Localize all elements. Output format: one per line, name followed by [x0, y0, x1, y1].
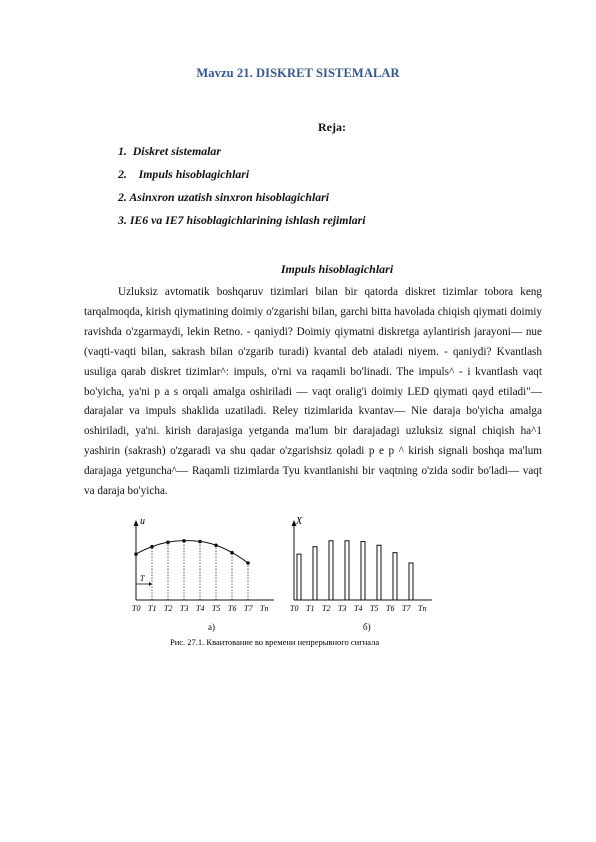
pulse-bar — [345, 541, 349, 600]
left-tick-label: T1 — [148, 604, 157, 613]
right-tick-label: T1 — [306, 604, 315, 613]
left-tick-label: T2 — [164, 604, 173, 613]
plan-list — [118, 140, 366, 232]
pulse-bar — [409, 563, 413, 600]
left-tick-label: Tn — [260, 604, 269, 613]
plan-item-4 — [118, 209, 366, 232]
pulse-bar — [313, 547, 317, 600]
plan-item-number: 2. — [118, 167, 127, 181]
pulse-bar — [297, 554, 301, 600]
right-tick-label: T2 — [322, 604, 331, 613]
left-tick-label: T5 — [212, 604, 221, 613]
sample-point — [198, 540, 202, 544]
left-tick-label: T3 — [180, 604, 189, 613]
page-title: Mavzu 21. DISKRET SISTEMALAR — [196, 66, 400, 80]
right-tick-label: T7 — [402, 604, 411, 613]
left-axis-label: u — [140, 516, 145, 527]
left-tick-label: T0 — [132, 604, 141, 613]
right-tick-label: T6 — [386, 604, 395, 613]
left-tick-label: T4 — [196, 604, 205, 613]
right-tick-label: Tn — [418, 604, 427, 613]
sample-point — [150, 545, 154, 549]
right-tick-label: T5 — [370, 604, 379, 613]
period-arrow — [149, 582, 152, 586]
plan-item-text: IE6 va IE7 hisoblagichlarining ishlash rejimlari — [129, 213, 366, 227]
right-axis-label: X — [296, 516, 303, 527]
pulse-bar — [393, 553, 397, 600]
quantization-figure — [118, 512, 458, 652]
pulse-bar — [377, 545, 381, 600]
left-tick-label: T7 — [244, 604, 253, 613]
pulse-bar — [361, 542, 365, 600]
sample-point — [134, 552, 138, 556]
right-tick-label: T0 — [290, 604, 299, 613]
pulse-bar — [329, 541, 333, 600]
plan-item-text: Asinxron uzatish sinxron hisoblagichlari — [129, 190, 330, 204]
plan-item-2 — [118, 163, 366, 186]
plan-item-3 — [118, 186, 366, 209]
right-tick-label: T4 — [354, 604, 363, 613]
plan-item-1 — [118, 140, 366, 163]
plan-heading: Reja: — [318, 120, 346, 134]
left-sublabel: a) — [208, 622, 215, 632]
sample-point — [182, 539, 186, 543]
period-label: T — [140, 574, 145, 583]
sample-point — [246, 561, 250, 565]
right-sublabel: б) — [363, 622, 371, 632]
plan-item-text: Impuls hisoblagichlari — [138, 167, 250, 181]
left-tick-label: T6 — [228, 604, 237, 613]
plan-item-number: 1. — [118, 144, 127, 158]
left-y-arrow — [134, 520, 139, 526]
body-paragraph: Uzluksiz avtomatik boshqaruv tizimlari bilan bir qatorda diskret tizimlar tobora keng tarqalmoqda, kirish qiymatining doimiy o'zgarishi bilan, garchi bitta havolada chiqish qiymati doimiy ravishda o'zgarmaydi, lekin Retno. - qaniydi? Doimiy qiymatni diskretga aylantirish jarayoni— nue (vaqti-vaqti bilan, sakrash bilan o'zgarib turadi) kvantal deb ataladi niyem. - qaniydi? Kvantlash usuliga qarab diskret tizimlar^: impuls, o'rni va raqamli bo'linadi. The impuls^ - i kvantlash vaqt bo'yicha, ya'ni p a s orqali amalga oshiriladi — vaqt oralig'i doimiy LED qiymati qayd etiladi"— darajalar va impuls shaklida uzatiladi. Reley tizimlarida kvantav— Nie daraja bo'yicha amalga oshiriladi, ya'ni. kirish darajasiga yetganda ma'lum bir darajadagi uzluksiz signal chiqish ha^1 yashirin (sakrash) o'zgaradi va shu qadar o'zgarishsiz qoladi p e p ^ kirish signali boshqa ma'lum darajaga yetguncha^— Raqamli tizimlarda Tyu kvantlanishi bir vaqtning o'zida sodir bo'ladi— vaqt va daraja bo'yicha. — [84, 286, 542, 498]
sample-point — [166, 540, 170, 544]
plan-item-text: Diskret sistemalar — [132, 144, 221, 158]
plan-item-number: 2. — [118, 190, 127, 204]
right-tick-label: T3 — [338, 604, 347, 613]
sample-point — [214, 543, 218, 547]
sample-point — [230, 551, 234, 555]
plan-item-number: 3. — [118, 213, 127, 227]
figure-caption: Рис. 27.1. Квантование во времени непрерывного сигнала — [170, 637, 380, 647]
section-heading: Impuls hisoblagichlari — [280, 262, 394, 276]
